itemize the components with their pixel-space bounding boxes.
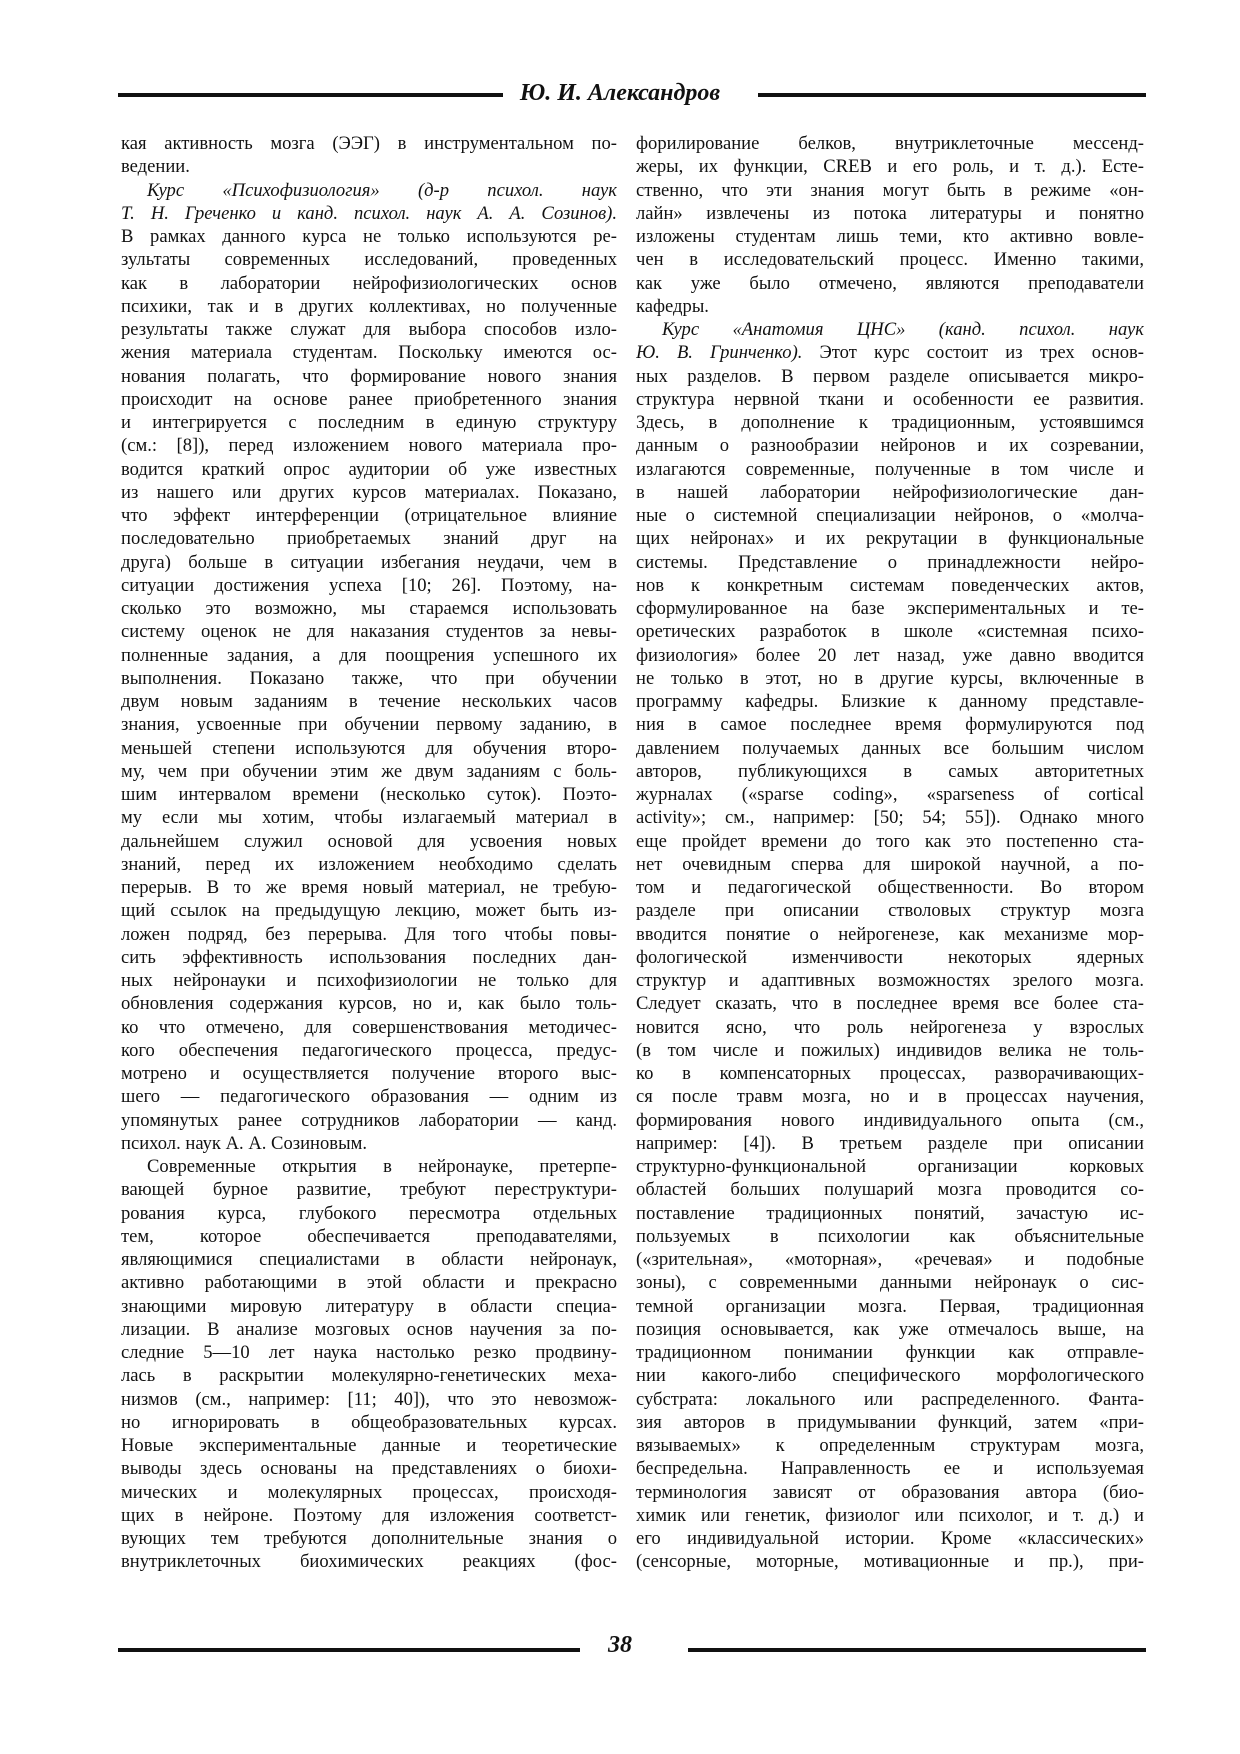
text-line [121, 458, 617, 481]
line-text: фологической изменчивости некоторых ядерных [636, 946, 1144, 968]
text-line [636, 1225, 1144, 1248]
text-line [636, 481, 1144, 504]
text-line [636, 272, 1144, 295]
text-line [636, 783, 1144, 806]
text-line [636, 1504, 1144, 1527]
line-text: позиция основывается, как уже отмечалось выше, на [636, 1318, 1144, 1340]
line-text: (сенсорные, моторные, мотивационные и пр.), при- [636, 1551, 1144, 1573]
line-text: обновления содержания курсов, но и, как было толь- [121, 993, 617, 1015]
text-line [636, 295, 1144, 318]
line-text: журналах («sparse coding», «sparseness of cortical [636, 784, 1144, 805]
line-text: сить эффективность использования последних дан- [121, 946, 617, 968]
line-text: как в лаборатории нейрофизиологических основ [121, 272, 617, 294]
line-text: кафедры. [636, 295, 709, 317]
italic-text: Т. Н. Греченко и канд. психол. наук А. А. Созинов). [121, 202, 617, 224]
text-line [121, 1225, 617, 1248]
line-text: знания, усвоенные при обучении первому заданию, в [121, 714, 617, 736]
text-line [121, 341, 617, 364]
text-line [121, 620, 617, 643]
text-line [636, 853, 1144, 876]
line-text: (в том числе и пожилых) индивидов велика не толь- [636, 1039, 1144, 1061]
text-line [121, 551, 617, 574]
line-text: внутриклеточных биохимических реакциях (фос- [121, 1551, 617, 1573]
line-text: традиционном понимании функции как отправле- [636, 1342, 1144, 1363]
line-text: структура нервной ткани и особенности ее развития. [636, 388, 1144, 410]
text-line [121, 946, 617, 969]
line-text: том и педагогической общественности. Во втором [636, 877, 1144, 898]
text-line [636, 1062, 1144, 1085]
line-text: меньшей степени используются для обучения второ- [121, 737, 617, 759]
line-text: психол. наук А. А. Созиновым. [121, 1132, 367, 1154]
text-line [636, 527, 1144, 550]
text-line [121, 1388, 617, 1411]
line-text: шего — педагогического образования — одним из [121, 1086, 617, 1108]
line-text: структурно-функциональной организации корковых [636, 1156, 1144, 1177]
text-line [121, 969, 617, 992]
line-text: щий ссылок на предыдущую лекцию, может быть из- [121, 900, 617, 922]
line-text: новится ясно, что роль нейрогенеза у взрослых [636, 1016, 1144, 1038]
text-line [121, 1062, 617, 1085]
line-text: химик или генетик, физиолог или психолог, и т. д.) и [636, 1504, 1144, 1526]
line-text: оретических разработок в школе «системная психо- [636, 621, 1144, 643]
text-line [636, 225, 1144, 248]
text-line [121, 1178, 617, 1201]
line-text: вводится понятие о нейрогенезе, как механизме мор- [636, 923, 1144, 945]
text-line [636, 1155, 1144, 1178]
text-line [121, 1318, 617, 1341]
text-line [121, 411, 617, 434]
line-text: перерыв. В то же время новый материал, не требую- [121, 877, 617, 898]
line-text: щих нейронах» и их рекрутации в функциональные [636, 528, 1144, 550]
text-line [121, 597, 617, 620]
text-line [636, 1527, 1144, 1550]
line-text: ведении. [121, 156, 190, 178]
line-text: друга) больше в ситуации избегания неудачи, чем в [121, 551, 617, 573]
line-text: формирования нового индивидуального опыта (см., [636, 1109, 1144, 1131]
line-text: из нашего или других курсов материалах. Показано, [121, 481, 617, 503]
line-text: Современные открытия в нейронауке, претерпе- [147, 1156, 617, 1177]
line-text: изложены студентам лишь теми, кто активно вовле- [636, 226, 1144, 247]
line-text: следние 5—10 лет наука настолько резко продвину- [121, 1342, 617, 1363]
line-text: областей больших полушарий мозга проводится со- [636, 1179, 1144, 1201]
line-text: системы. Представление о принадлежности нейро- [636, 551, 1144, 573]
line-text: давлением получаемых данных все большим числом [636, 737, 1144, 759]
text-line [636, 411, 1144, 434]
text-line [121, 1109, 617, 1132]
line-text: двум новым заданиям в течение нескольких часов [121, 691, 617, 712]
italic-text: Курс «Анатомия ЦНС» (канд. психол. наук [662, 319, 1144, 340]
line-text: знающими мировую литературу в области специа- [121, 1295, 617, 1317]
text-line [121, 1271, 617, 1294]
line-text: авторов, публикующихся в самых авторитетных [636, 760, 1144, 782]
line-text: нет очевидным сперва для широкой научной, а по- [636, 853, 1144, 875]
text-line [636, 1550, 1144, 1573]
line-text: водится краткий опрос аудитории об уже известных [121, 458, 617, 480]
line-text: терминология зависят от образования автора (био- [636, 1481, 1144, 1503]
text-line [121, 132, 617, 155]
line-text: (см.: [8]), перед изложением нового материала про- [121, 435, 617, 457]
italic-text: Курс «Психофизиология» (д-р психол. наук [147, 179, 617, 201]
text-line [121, 713, 617, 736]
line-text: сколько это возможно, мы стараемся использовать [121, 598, 617, 619]
text-line [121, 644, 617, 667]
text-line [636, 1109, 1144, 1132]
line-text: ся после травм мозга, но и в процессах научения, [636, 1086, 1144, 1108]
text-line [636, 132, 1144, 155]
line-text: например: [4]). В третьем разделе при описании [636, 1132, 1144, 1154]
line-text: поставление традиционных понятий, зачастую ис- [636, 1202, 1144, 1224]
text-line [636, 713, 1144, 736]
line-text: знаний, перед их изложением необходимо сделать [121, 853, 617, 875]
line-text: беспредельна. Направленность ее и используемая [636, 1458, 1144, 1480]
line-text: физиология» более 20 лет назад, уже давно вводится [636, 644, 1144, 666]
text-line [636, 1481, 1144, 1504]
text-line [636, 992, 1144, 1015]
line-text: систему оценок не для наказания студентов за невы- [121, 621, 617, 643]
text-line [121, 992, 617, 1015]
line-text: Здесь, в дополнение к традиционным, устоявшимся [636, 412, 1144, 433]
text-line [121, 318, 617, 341]
text-line [121, 1411, 617, 1434]
line-text: кого обеспечения педагогического процесса, предус- [121, 1039, 617, 1061]
line-text: ных разделов. В первом разделе описывается микро- [636, 365, 1144, 387]
line-text: ственно, что эти знания могут быть в режиме «он- [636, 179, 1144, 201]
line-text: ные о системной специализации нейронов, о «молча- [636, 505, 1144, 526]
text-line [121, 248, 617, 271]
text-line [121, 225, 617, 248]
line-text: зия авторов в придумывании функций, затем «при- [636, 1411, 1144, 1433]
text-line [636, 830, 1144, 853]
line-text: Новые экспериментальные данные и теоретические [121, 1435, 617, 1456]
line-text: («зрительная», «моторная», «речевая» и подобные [636, 1249, 1144, 1270]
text-line [121, 1527, 617, 1550]
text-line [121, 783, 617, 806]
text-line [121, 155, 617, 178]
line-text: выводы здесь основаны на представлениях о биохи- [121, 1458, 617, 1480]
text-line [636, 1434, 1144, 1457]
line-text: еще пройдет времени до того как это постепенно ста- [636, 830, 1144, 852]
text-line [636, 690, 1144, 713]
line-text: вующих тем требуются дополнительные знания о [121, 1528, 617, 1549]
text-line [636, 1388, 1144, 1411]
text-line [636, 434, 1144, 457]
text-line [121, 365, 617, 388]
text-line [636, 341, 1144, 364]
text-line [636, 946, 1144, 969]
text-line [636, 969, 1144, 992]
line-text: ко в компенсаторных процессах, разворачивающих- [636, 1063, 1144, 1084]
text-line [636, 248, 1144, 271]
text-line [636, 899, 1144, 922]
text-line [636, 1271, 1144, 1294]
text-line [121, 899, 617, 922]
text-line [636, 597, 1144, 620]
line-text: не только в этот, но в другие курсы, включенные в [636, 667, 1144, 689]
text-line [121, 760, 617, 783]
text-line [121, 1295, 617, 1318]
line-text: тем, которое обеспечивается преподавателями, [121, 1225, 617, 1247]
line-text: ко что отмечено, для совершенствования методичес- [121, 1016, 617, 1038]
line-text: его индивидуальной истории. Кроме «классических» [636, 1528, 1144, 1549]
text-line [121, 1481, 617, 1504]
line-text: му если мы хотим, чтобы излагаемый материал в [121, 807, 617, 829]
text-line [636, 155, 1144, 178]
text-line [121, 806, 617, 829]
line-text: низмов (см., например: [11; 40]), что это невозмож- [121, 1388, 617, 1410]
line-text: лайн» извлечены из потока литературы и понятно [636, 202, 1144, 224]
text-line [636, 1016, 1144, 1039]
text-line [636, 1202, 1144, 1225]
text-line [636, 365, 1144, 388]
author-name: Ю. И. Александров [506, 80, 734, 106]
line-text: упомянутых ранее сотрудников лаборатории — канд. [121, 1109, 617, 1131]
text-line [121, 1434, 617, 1457]
italic-text: Ю. В. Гринченко). [636, 342, 803, 364]
text-column-left [121, 132, 617, 1574]
text-line [121, 1550, 617, 1573]
text-line [121, 1039, 617, 1062]
line-text: жеры, их функции, CREB и его роль, и т. д.). Есте- [636, 156, 1144, 178]
text-line [636, 644, 1144, 667]
line-text: мотрено и осуществляется получение второго выс- [121, 1063, 617, 1084]
line-text: лась в раскрытии молекулярно-генетических меха- [121, 1365, 617, 1387]
line-text: активно работающими в этой области и прекрасно [121, 1272, 617, 1294]
line-text: происходит на основе ранее приобретенного знания [121, 388, 617, 410]
line-text: последовательно приобретаемых знаний друг на [121, 528, 617, 550]
line-text: лизации. В анализе мозговых основ научения за по- [121, 1318, 617, 1340]
text-line [121, 1364, 617, 1387]
line-text: Следует сказать, что в последнее время все более ста- [636, 993, 1144, 1015]
text-line [636, 667, 1144, 690]
text-line [636, 760, 1144, 783]
text-line [636, 551, 1144, 574]
text-line [636, 1248, 1144, 1271]
text-line [121, 830, 617, 853]
text-line [121, 690, 617, 713]
text-line [121, 434, 617, 457]
text-line [121, 737, 617, 760]
text-line [636, 574, 1144, 597]
line-text: вязываемых» к определенным структурам мозга, [636, 1435, 1144, 1456]
line-text: пользуемых в психологии как объяснительные [636, 1225, 1144, 1247]
text-line [636, 620, 1144, 643]
text-line [121, 923, 617, 946]
text-line [636, 737, 1144, 760]
text-line [121, 272, 617, 295]
line-text: результаты также служат для выбора способов изло- [121, 319, 617, 340]
line-text: Этот курс состоит из трех основ- [802, 342, 1144, 364]
text-line [121, 179, 617, 202]
line-text: шим интервалом времени (несколько суток). Поэто- [121, 784, 617, 805]
text-line [121, 388, 617, 411]
line-text: зоны), с современными данными нейронаук о сис- [636, 1272, 1144, 1294]
text-line [636, 202, 1144, 225]
text-line [121, 667, 617, 690]
line-text: сформулированное на базе экспериментальных и те- [636, 598, 1144, 619]
line-text: вающей бурное развитие, требуют переструктури- [121, 1179, 617, 1201]
text-line [121, 1016, 617, 1039]
text-line [636, 806, 1144, 829]
text-line [121, 1085, 617, 1108]
text-line [121, 481, 617, 504]
text-line [636, 876, 1144, 899]
text-line [636, 1178, 1144, 1201]
line-text: мических и молекулярных процессах, происходя- [121, 1481, 617, 1503]
line-text: но игнорировать в общеобразовательных курсах. [121, 1411, 617, 1433]
text-line [121, 876, 617, 899]
line-text: форилирование белков, внутриклеточные мессенд- [636, 133, 1144, 154]
line-text: являющимися специалистами в области нейронаук, [121, 1249, 617, 1270]
running-head [0, 80, 1240, 107]
line-text: что эффект интерференции (отрицательное влияние [121, 505, 617, 526]
line-text: и интегрируется с последним в единую структуру [121, 412, 617, 433]
line-text: му, чем при обучении этим же двум заданиям с боль- [121, 760, 617, 782]
text-line [636, 1318, 1144, 1341]
line-text: полненные задания, а для поощрения успешного их [121, 644, 617, 666]
text-line [121, 1132, 617, 1155]
text-line [121, 853, 617, 876]
line-text: ситуации достижения успеха [10; 26]. Поэтому, на- [121, 574, 617, 596]
text-line [121, 574, 617, 597]
line-text: щих в нейроне. Поэтому для изложения соответст- [121, 1504, 617, 1526]
page-number: 38 [608, 1632, 632, 1658]
text-line [636, 1132, 1144, 1155]
text-line [121, 527, 617, 550]
text-line [636, 458, 1144, 481]
line-text: рования курса, глубокого пересмотра отдельных [121, 1202, 617, 1224]
text-line [636, 1295, 1144, 1318]
line-text: чен в исследовательский процесс. Именно такими, [636, 249, 1144, 271]
line-text: нов к конкретным системам поведенческих актов, [636, 574, 1144, 596]
text-line [121, 1504, 617, 1527]
line-text: зультаты современных исследований, проведенных [121, 249, 617, 271]
line-text: субстрата: локального или распределенного. Фанта- [636, 1388, 1144, 1410]
line-text: жения материала студентам. Поскольку имеются ос- [121, 342, 617, 364]
text-line [636, 1411, 1144, 1434]
line-text: ложен подряд, без перерыва. Для того чтобы повы- [121, 923, 617, 945]
line-text: данным о разнообразии нейронов и их созревании, [636, 435, 1144, 457]
line-text: В рамках данного курса не только используются ре- [121, 226, 617, 247]
text-line [636, 1085, 1144, 1108]
text-line [636, 388, 1144, 411]
text-line [121, 1202, 617, 1225]
text-line [121, 295, 617, 318]
line-text: темной организации мозга. Первая, традиционная [636, 1295, 1144, 1317]
line-text: кая активность мозга (ЭЭГ) в инструментальном по- [121, 133, 617, 154]
line-text: дальнейшем служил основой для усвоения новых [121, 830, 617, 852]
line-text: ных нейронауки и психофизиологии не только для [121, 970, 617, 991]
line-text: нии какого-либо специфического морфологического [636, 1365, 1144, 1387]
line-text: как уже было отмечено, являются преподаватели [636, 272, 1144, 294]
text-line [636, 923, 1144, 946]
text-line [636, 1039, 1144, 1062]
text-line [121, 1341, 617, 1364]
line-text: излагаются современные, полученные в том числе и [636, 458, 1144, 480]
text-line [121, 1457, 617, 1480]
text-line [121, 1155, 617, 1178]
line-text: выполнения. Показано также, что при обучении [121, 667, 617, 689]
line-text: структур и адаптивных возможностях зрелого мозга. [636, 970, 1144, 991]
text-line [121, 202, 617, 225]
line-text: программу кафедры. Близкие к данному представле- [636, 691, 1144, 712]
text-line [636, 1341, 1144, 1364]
line-text: нования полагать, что формирование нового знания [121, 365, 617, 387]
text-line [636, 504, 1144, 527]
text-line [636, 1364, 1144, 1387]
text-column-right [636, 132, 1144, 1574]
line-text: ния в самое последнее время формулируются под [636, 714, 1144, 736]
line-text: разделе при описании стволовых структур мозга [636, 900, 1144, 922]
text-line [636, 1457, 1144, 1480]
text-line [636, 179, 1144, 202]
line-text: в нашей лаборатории нейрофизиологические дан- [636, 481, 1144, 503]
line-text: психики, так и в других коллективах, но полученные [121, 295, 617, 317]
line-text: activity»; см., например: [50; 54; 55]). Однако много [636, 807, 1144, 829]
text-line [121, 1248, 617, 1271]
text-line [121, 504, 617, 527]
text-line [636, 318, 1144, 341]
